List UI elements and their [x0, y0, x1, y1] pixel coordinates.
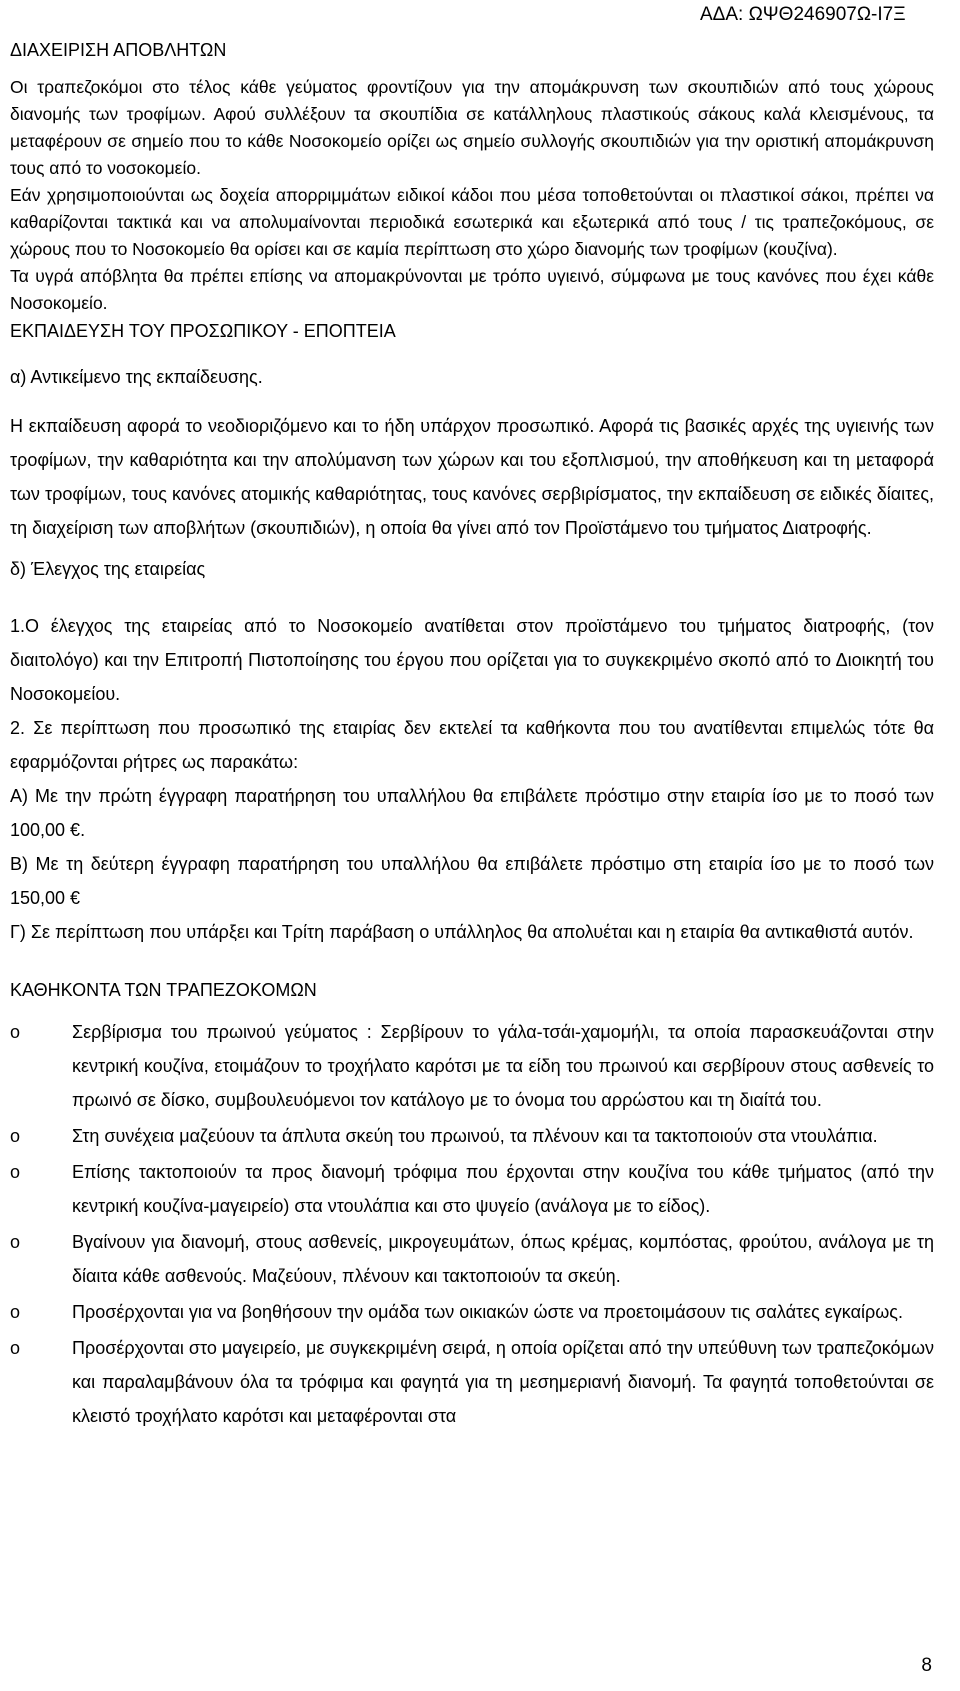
control-title: δ) Έλεγχος της εταιρείας [10, 559, 206, 579]
duties-title: ΚΑΘΗΚΟΝΤΑ ΤΩΝ ΤΡΑΠΕΖΟΚΟΜΩΝ [10, 980, 317, 1000]
list-item: o Προσέρχονται για να βοηθήσουν την ομάδα των οικιακών ώστε να προετοιμάσουν τις σαλάτες εγκαίρως. [10, 1295, 934, 1329]
waste-paragraph-1: Οι τραπεζοκόμοι στο τέλος κάθε γεύματος φροντίζουν για την απομάκρυνση των σκουπιδιών από τους χώρους διανομής των τροφίμων. Αφού συλλέξουν τα σκουπίδια σε κατάλληλους πλαστικούς σάκους καλά κλεισμένους, τα μεταφέρουν σε σημείο που το κάθε Νοσοκομείο ορίζει ως σημείο συλλογής σκουπιδιών για την οριστική απομάκρυνση τους από το νοσοκομείο. [10, 77, 934, 178]
bullet-mark: o [10, 1162, 21, 1182]
list-item: o Επίσης τακτοποιούν τα προς διανομή τρόφιμα που έρχονται στην κουζίνα του κάθε τμήματος (από την κεντρική κουζίνα-μαγειρείο) στα ντουλάπια και στο ψυγείο (ανάλογα με το είδος). [10, 1155, 934, 1223]
document-page [10, 36, 934, 1435]
waste-paragraph-3: Τα υγρά απόβλητα θα πρέπει επίσης να απομακρύνονται με τρόπο υγιεινό, σύμφωνα με τους κανόνες που έχει κάθε Νοσοκομείο. [10, 266, 934, 313]
bullet-mark: o [10, 1232, 21, 1252]
ada-code: ΑΔΑ: ΩΨΘ246907Ω-Ι7Ξ [700, 4, 906, 25]
waste-paragraph-2: Εάν χρησιμοποιούνται ως δοχεία απορριμμάτων ειδικοί κάδοι που μέσα τοποθετούνται οι πλαστικοί σάκοι, πρέπει να καθαρίζονται τακτικά και να απολυμαίνονται περιοδικά εσωτερικά και εξωτερικά από τους / τις τραπεζοκόμους, σε χώρους που το Νοσοκομείο θα ορίσει και σε καμία περίπτωση στο χώρο διανομής των τροφίμων (κουζίνα). [10, 185, 934, 259]
bullet-mark: o [10, 1338, 21, 1358]
control-paragraph-1: 1.Ο έλεγχος της εταιρείας από το Νοσοκομείο ανατίθεται στον προϊστάμενο του τμήματος διατροφής, (τον διαιτολόγο) και την Επιτροπή Πιστοποίησης του έργου που ορίζεται για το συγκεκριμένο σκοπό από το Διοικητή του Νοσοκομείου. [10, 616, 934, 704]
control-paragraph-2: 2. Σε περίπτωση που προσωπικό της εταιρίας δεν εκτελεί τα καθήκοντα που του ανατίθενται επιμελώς τότε θα εφαρμόζονται ρήτρες ως παρακάτω: [10, 718, 934, 772]
bullet-mark: o [10, 1022, 21, 1042]
list-item: o Βγαίνουν για διανομή, στους ασθενείς, μικρογευμάτων, όπως κρέμας, κομπόστας, φρούτου, ανάλογα με τη δίαιτα κάθε ασθενούς. Μαζεύουν, πλένουν και τακτοποιούν τα σκεύη. [10, 1225, 934, 1293]
training-paragraph: Η εκπαίδευση αφορά το νεοδιοριζόμενο και το ήδη υπάρχον προσωπικό. Αφορά τις βασικές αρχές της υγιεινής των τροφίμων, την καθαριότητα και την απολύμανση των χώρων και του εξοπλισμού, την αποθήκευση και τη μεταφορά των τροφίμων, τους κανόνες ατομικής καθαριότητας, τους κανόνες σερβιρίσματος, την εκπαίδευση σε ειδικές δίαιτες, τη διαχείριση των αποβλήτων (σκουπιδιών), η οποία θα γίνει από τον Προϊστάμενο του τμήματος Διατροφής. [10, 416, 934, 538]
control-clause-c: Γ) Σε περίπτωση που υπάρξει και Τρίτη παράβαση ο υπάλληλος θα απολυέται και η εταιρία θα αντικαθιστά αυτόν. [10, 922, 914, 942]
control-clause-a: Α) Με την πρώτη έγγραφη παρατήρηση του υπαλλήλου θα επιβάλετε πρόστιμο στην εταιρία ίσο με το ποσό των 100,00 €. [10, 786, 934, 840]
bullet-mark: o [10, 1302, 21, 1322]
bullet-mark: o [10, 1126, 21, 1146]
control-clause-b: Β) Με τη δεύτερη έγγραφη παρατήρηση του υπαλλήλου θα επιβάλετε πρόστιμο στη εταιρία ίσο με το ποσό των 150,00 € [10, 854, 934, 908]
section-title-training: ΕΚΠΑΙΔΕΥΣΗ ΤΟΥ ΠΡΟΣΩΠΙΚΟΥ - ΕΠΟΠΤΕΙΑ [10, 321, 396, 341]
duties-list [10, 1015, 934, 1433]
list-item: o Προσέρχονται στο μαγειρείο, με συγκεκριμένη σειρά, η οποία ορίζεται από την υπεύθυνη των τραπεζοκόμων και παραλαμβάνουν όλα τα τρόφιμα και φαγητά για τη μεσημεριανή διανομή. Τα φαγητά τοποθετούνται σε κλειστό τροχήλατο καρότσι και μεταφέρονται στα [10, 1331, 934, 1433]
training-subtitle: α) Αντικείμενο της εκπαίδευσης. [10, 367, 263, 387]
section-title-waste: ΔΙΑΧΕΙΡΙΣΗ ΑΠΟΒΛΗΤΩΝ [10, 40, 227, 60]
list-item: o Σερβίρισμα του πρωινού γεύματος : Σερβίρουν το γάλα-τσάι-χαμομήλι, τα οποία παρασκευάζονται στην κεντρική κουζίνα, ετοιμάζουν το τροχήλατο καρότσι με τα είδη του πρωινού και σερβίρουν στους ασθενείς το πρωινό σε δίσκο, συμβουλευόμενοι τον κατάλογο με το όνομα του αρρώστου και τη διαίτά του. [10, 1015, 934, 1117]
list-item: o Στη συνέχεια μαζεύουν τα άπλυτα σκεύη του πρωινού, τα πλένουν και τα τακτοποιούν στα ντουλάπια. [10, 1119, 934, 1153]
page-number: 8 [921, 1655, 932, 1676]
